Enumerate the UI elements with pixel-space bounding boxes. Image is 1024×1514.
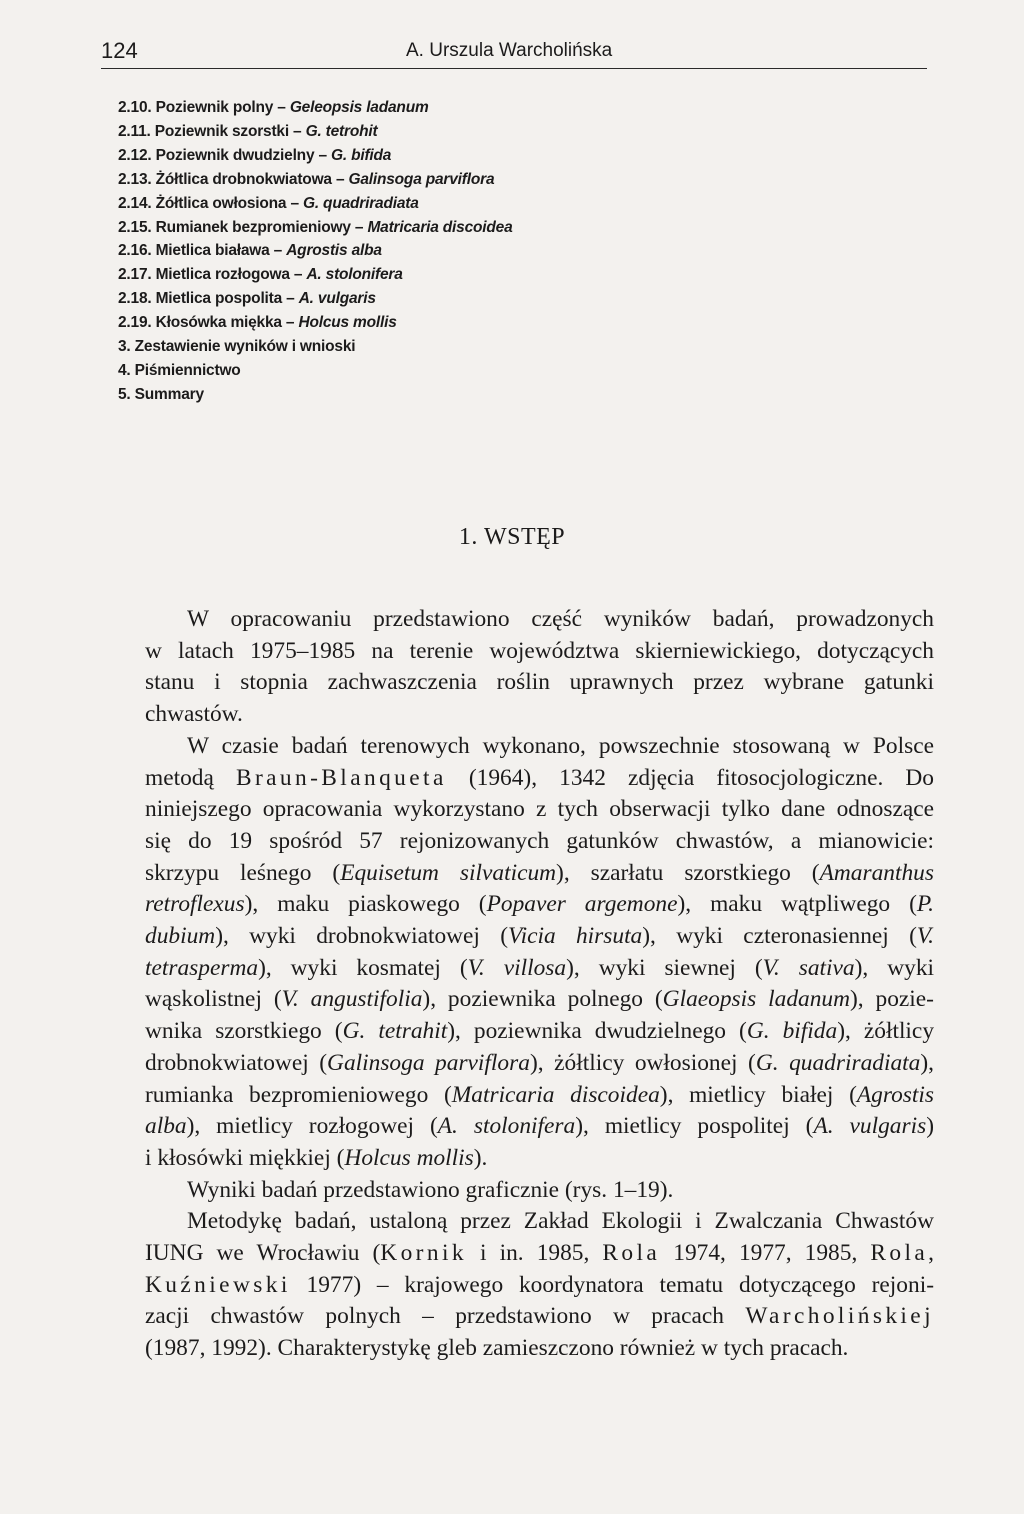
toc-entry: 3. Zestawienie wyników i wnioski	[118, 338, 356, 356]
toc-entry: 2.10. Poziewnik polny – Geleopsis ladanum	[118, 99, 429, 116]
toc-entry: 2.15. Rumianek bezpromieniowy – Matricaria discoidea	[118, 218, 513, 236]
toc-entry: 5. Summary	[118, 385, 204, 403]
toc-entry: 2.16. Mietlica biaława – Agrostis alba	[118, 242, 382, 260]
body-text	[103, 604, 934, 1365]
paragraph: Metodykę badań, ustaloną przez Zakład Ekologii i Zwalczania Chwastów IUNG we Wrocławiu (Kornik i in. 1985, Rola 1974, 1977, 1985, Rola, Kuźniewski 1977) – krajowego koordynatora tematu dotyczącego rejoni- zacji chwastów polnych – przedstawiono w pracach Warcholińskiej (1987, 1992). Charakterystykę gleb zamieszczono również w tych pracach.	[145, 1208, 935, 1362]
author-name: Braun-Blanqueta	[235, 764, 447, 791]
paragraph: Wyniki badań przedstawiono graficznie (rys. 1–19).	[187, 1176, 674, 1203]
author-name: Rola	[602, 1240, 661, 1267]
toc-entry: 2.13. Żółtlica drobnokwiatowa – Galinsoga parviflora	[118, 170, 495, 188]
toc-entry: 2.18. Mietlica pospolita – A. vulgaris	[118, 290, 376, 308]
page-header	[101, 38, 927, 69]
author-name: Warcholińskiej	[745, 1303, 934, 1330]
toc-entry: 2.14. Żółtlica owłosiona – G. quadriradiata	[118, 194, 419, 212]
paragraph: W czasie badań terenowych wykonano, powszechnie stosowaną w Polsce metodą Braun-Blanqueta (1964), 1342 zdjęcia fitosocjologiczne. Do niniejszego opracowania wykorzystano z tych obserwacji tylko dane odnoszące się do 19 spośród 57 rejonizowanych gatunków chwastów, a mianowicie: skrzypu leśnego (Equisetum silvaticum), szarłatu szorstkiego (Amaranthus retroflexus), maku piaskowego (Popaver argemone), maku wątpliwego (P. dubium), wyki drobnokwiatowej (Vicia hirsuta), wyki czteronasiennej (V. tetrasperma), wyki kosmatej (V. villosa), wyki siewnej (V. sativa), wyki wąskolistnej (V. angustifolia), poziewnika polnego (Glaeopsis ladanum), pozie- wnika szorstkiego (G. tetrahit), poziewnika dwudzielnego (G. bifida), żółtlicy drobnokwiatowej (Galinsoga parviflora), żółtlicy owłosionej (G. quadriradiata), rumianka bezpromieniowego (Matricaria discoidea), mietlicy białej (Agrostis alba), mietlicy rozłogowej (A. stolonifera), mietlicy pospolitej (A. vulgaris) i kłosówki miękkiej (Holcus mollis).	[145, 732, 935, 1171]
toc-entry: 2.11. Poziewnik szorstki – G. tetrohit	[118, 122, 378, 140]
table-of-contents	[118, 96, 513, 407]
author-name: Rola	[870, 1240, 929, 1267]
running-head: A. Urszula Warcholińska	[406, 40, 613, 61]
page-number: 124	[101, 38, 138, 63]
toc-entry: 4. Piśmiennictwo	[118, 361, 241, 379]
toc-entry: 2.12. Poziewnik dwudzielny – G. bifida	[118, 146, 392, 164]
author-name: Kornik	[380, 1240, 467, 1267]
paragraph: W opracowaniu przedstawiono część wyników badań, prowadzonych w latach 1975–1985 na terenie województwa skierniewickiego, dotyczących stanu i stopnia zachwaszczenia roślin uprawnych przez wybrane gatunki chwastów.	[145, 606, 934, 728]
toc-entry: 2.17. Mietlica rozłogowa – A. stolonifera	[118, 266, 403, 284]
section-title: 1. WSTĘP	[458, 524, 566, 550]
author-name: Kuźniewski	[145, 1271, 291, 1298]
toc-entry: 2.19. Kłosówka miękka – Holcus mollis	[118, 314, 397, 332]
